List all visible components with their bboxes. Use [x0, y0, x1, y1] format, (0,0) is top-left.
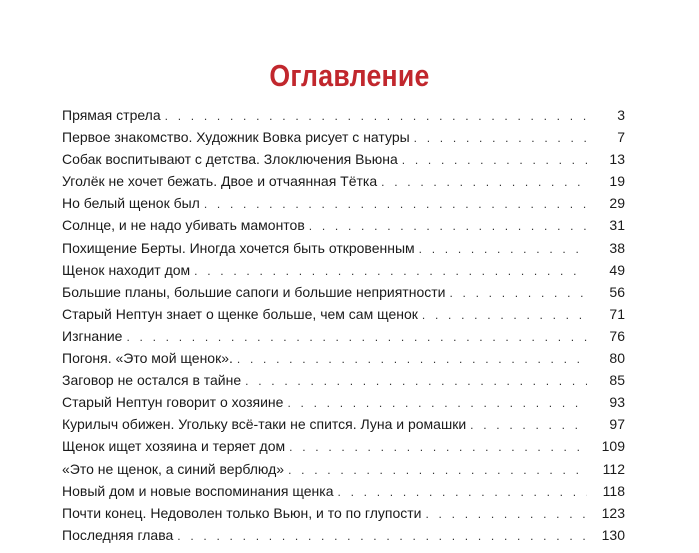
toc-page-number: 112: [602, 460, 625, 477]
toc-page-number: 31: [609, 217, 625, 234]
toc-page-number: 109: [601, 438, 625, 455]
toc-page-number: 93: [609, 394, 625, 411]
toc-entry-title: Первое знакомство. Художник Вовка рисует с натуры: [62, 129, 410, 146]
toc-leader-dots: [245, 370, 587, 392]
toc-entry-title: Солнце, и не надо убивать мамонтов: [62, 217, 305, 234]
toc-page-number: 29: [609, 195, 625, 212]
toc-page-number: 49: [609, 261, 625, 278]
toc-entry-title: «Это не щенок, а синий верблюд»: [62, 460, 285, 477]
toc-entry: [62, 524, 625, 546]
toc-leader-dots: [289, 436, 587, 458]
toc-page-number: 80: [609, 350, 625, 367]
toc-page-number: 3: [617, 107, 625, 123]
toc-page-number: 76: [609, 327, 625, 344]
toc-entry: [62, 391, 625, 413]
table-of-contents: [62, 104, 625, 546]
toc-leader-dots: [338, 481, 588, 503]
toc-page-number: 38: [609, 239, 625, 256]
toc-leader-dots: [288, 459, 587, 481]
toc-entry-title: Похищение Берты. Иногда хочется быть откровенным: [62, 239, 415, 256]
toc-entry: [62, 104, 625, 126]
toc-page-number: 130: [601, 526, 625, 543]
toc-leader-dots: [237, 348, 587, 370]
toc-entry: [62, 214, 625, 236]
toc-entry-title: Курилыч обижен. Угольку всё-таки не спится. Луна и ромашки: [62, 416, 467, 433]
toc-entry: [62, 259, 625, 281]
toc-entry-title: Заговор не остался в тайне: [62, 372, 242, 389]
toc-entry: [62, 281, 625, 303]
toc-page-number: 97: [609, 416, 625, 433]
toc-leader-dots: [414, 127, 587, 149]
toc-leader-dots: [204, 193, 587, 215]
toc-entry: [62, 369, 625, 391]
toc-entry-title: Старый Нептун знает о щенке больше, чем сам щенок: [62, 305, 418, 322]
toc-page-number: 13: [609, 151, 625, 168]
toc-entry: [62, 170, 625, 192]
toc-entry: [62, 192, 625, 214]
toc-page-number: 85: [609, 372, 625, 389]
toc-entry-title: Погоня. «Это мой щенок».: [62, 350, 233, 367]
toc-entry: [62, 502, 625, 524]
toc-leader-dots: [402, 149, 587, 171]
toc-entry: [62, 413, 625, 435]
toc-leader-dots: [449, 282, 587, 304]
toc-entry-title: Большие планы, большие сапоги и большие неприятности: [62, 283, 446, 300]
toc-entry-title: Щенок находит дом: [62, 261, 191, 278]
toc-leader-dots: [287, 392, 587, 414]
toc-entry: [62, 303, 625, 325]
toc-leader-dots: [194, 260, 587, 282]
toc-entry-title: Но белый щенок был: [62, 195, 200, 212]
toc-page-number: 56: [609, 283, 625, 300]
toc-entry-title: Изгнание: [62, 327, 123, 344]
toc-entry: [62, 435, 625, 457]
toc-entry: [62, 126, 625, 148]
toc-leader-dots: [177, 525, 587, 547]
toc-entry: [62, 347, 625, 369]
toc-entry: [62, 237, 625, 259]
toc-entry-title: Почти конец. Недоволен только Вьюн, и то по глупости: [62, 504, 422, 521]
page-title: Оглавление: [269, 58, 430, 93]
toc-leader-dots: [419, 238, 587, 260]
toc-entry-title: Прямая стрела: [62, 107, 161, 123]
toc-leader-dots: [126, 326, 587, 348]
toc-entry-title: Щенок ищет хозяина и теряет дом: [62, 438, 286, 455]
toc-entry-title: Собак воспитывают с детства. Злоключения Вьюна: [62, 151, 398, 168]
toc-page-number: 123: [601, 504, 625, 521]
toc-entry-title: Старый Нептун говорит о хозяине: [62, 394, 284, 411]
toc-leader-dots: [422, 304, 587, 326]
toc-leader-dots: [470, 414, 587, 436]
toc-page-number: 7: [617, 129, 625, 146]
toc-entry: [62, 148, 625, 170]
toc-entry-title: Уголёк не хочет бежать. Двое и отчаянная Тётка: [62, 173, 378, 190]
toc-leader-dots: [381, 171, 587, 193]
toc-entry-title: Новый дом и новые воспоминания щенка: [62, 482, 334, 499]
toc-page-number: 71: [609, 305, 625, 322]
toc-leader-dots: [165, 105, 587, 127]
toc-leader-dots: [309, 215, 587, 237]
toc-page-number: 118: [602, 482, 625, 499]
toc-page-number: 19: [609, 173, 625, 190]
toc-entry: [62, 458, 625, 480]
toc-entry: [62, 480, 625, 502]
toc-entry-title: Последняя глава: [62, 526, 174, 543]
toc-entry: [62, 325, 625, 347]
toc-leader-dots: [425, 503, 587, 525]
